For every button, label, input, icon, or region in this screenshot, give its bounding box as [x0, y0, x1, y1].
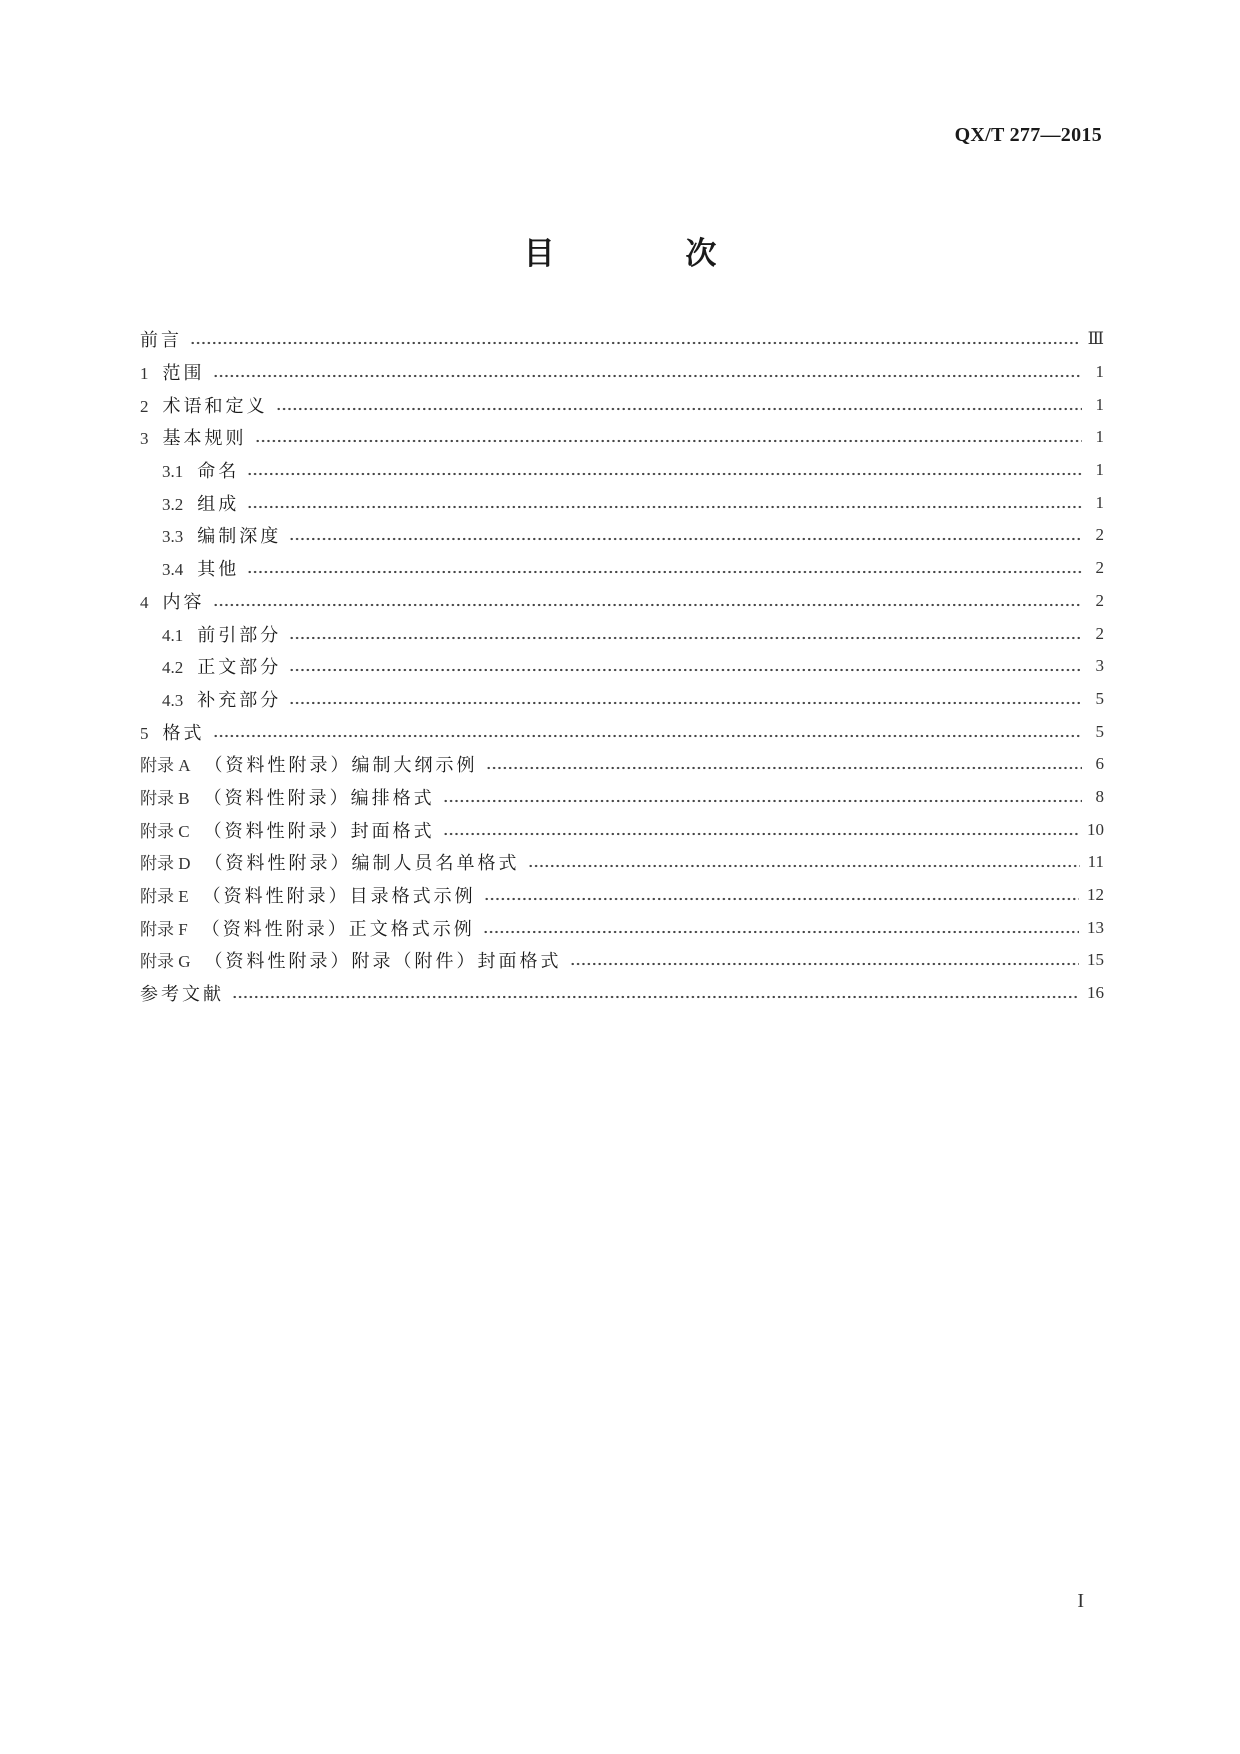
toc-entry-page: 1	[1095, 427, 1104, 447]
dot-leader	[486, 766, 1082, 770]
toc-entry-page: 15	[1087, 950, 1104, 970]
toc-entry-number: 附录 F	[140, 919, 188, 939]
dot-leader	[443, 832, 1079, 836]
toc-entry-number: 附录 A	[140, 756, 191, 776]
toc-entry-4[interactable]	[140, 585, 1104, 618]
dot-leader	[213, 603, 1083, 607]
toc-entry-page: 1	[1095, 394, 1104, 414]
toc-entry-number: 3.1	[162, 462, 184, 482]
toc-entry-3-4[interactable]	[140, 552, 1104, 585]
page-number: I	[1077, 1590, 1084, 1612]
toc-entry-3-2[interactable]	[140, 486, 1104, 519]
toc-entry-page: 8	[1095, 786, 1104, 806]
toc-entry-page: 13	[1087, 917, 1104, 937]
dot-leader	[443, 799, 1082, 803]
toc-entry-4-2[interactable]	[140, 650, 1104, 683]
dot-leader	[276, 407, 1083, 411]
toc-entry-text: （资料性附录）封面格式	[203, 820, 435, 842]
toc-entry-page: 11	[1087, 852, 1104, 872]
toc-entry-number: 附录 B	[140, 788, 190, 808]
dot-leader	[483, 930, 1079, 934]
toc-entry-text: 参考文献	[140, 984, 224, 1006]
toc-entry-text: 其他	[197, 559, 240, 581]
dot-leader	[289, 668, 1082, 672]
toc-entry-1[interactable]	[140, 356, 1104, 389]
toc-entry-5[interactable]	[140, 715, 1104, 748]
dot-leader	[528, 864, 1080, 868]
toc-entry-4-1[interactable]	[140, 617, 1104, 650]
toc-entry-page: 1	[1095, 362, 1104, 382]
toc-entry-page: 2	[1095, 623, 1104, 643]
toc-entry-text: 组成	[197, 493, 240, 515]
toc-entry-text: 内容	[162, 591, 205, 613]
toc-entry-text: 基本规则	[162, 428, 247, 450]
toc-entry-3-1[interactable]	[140, 454, 1104, 487]
toc-entry-number: 1	[140, 364, 149, 384]
toc-entry-page: 6	[1095, 754, 1104, 774]
toc-entry-2[interactable]	[140, 388, 1104, 421]
toc-entry-number: 4.1	[162, 625, 184, 645]
toc-entry-text: （资料性附录）附录（附件）封面格式	[204, 951, 562, 973]
dot-leader	[213, 374, 1083, 378]
toc-entry-page: 5	[1095, 721, 1104, 741]
toc-entry-text: 命名	[197, 461, 240, 483]
toc-entry-page: 2	[1095, 590, 1104, 610]
toc-entry-page: 10	[1087, 819, 1104, 839]
toc-entry-number: 附录 E	[140, 887, 189, 907]
toc-entry-references[interactable]	[140, 977, 1104, 1010]
dot-leader	[190, 341, 1080, 345]
toc-entry-page: 1	[1095, 492, 1104, 512]
dot-leader	[484, 897, 1079, 901]
toc-entry-number: 2	[140, 396, 149, 416]
toc-entry-page: 1	[1095, 460, 1104, 480]
toc-entry-number: 附录 D	[140, 854, 191, 874]
toc-entry-appendix-b[interactable]	[140, 781, 1104, 814]
toc-entry-text: （资料性附录）编制人员名单格式	[204, 853, 520, 875]
toc-entry-page: Ⅲ	[1087, 329, 1104, 349]
toc-entry-number: 4.3	[162, 690, 184, 710]
toc-entry-text: 前引部分	[197, 624, 282, 646]
toc-entry-number: 3.4	[162, 560, 184, 580]
toc-entry-number: 4	[140, 592, 149, 612]
toc-entry-text: 补充部分	[197, 689, 282, 711]
toc-entry-appendix-d[interactable]	[140, 846, 1104, 879]
toc-entry-text: 范围	[162, 363, 205, 385]
toc-entry-number: 3	[140, 429, 149, 449]
toc-entry-number: 3.3	[162, 527, 184, 547]
toc-entry-number: 附录 C	[140, 821, 190, 841]
toc-entry-number: 5	[140, 723, 149, 743]
toc-entry-text: 格式	[162, 722, 205, 744]
toc-list	[140, 323, 1104, 1009]
toc-entry-number: 3.2	[162, 494, 184, 514]
toc-entry-page: 2	[1095, 525, 1104, 545]
dot-leader	[289, 537, 1082, 541]
toc-entry-text: （资料性附录）正文格式示例	[201, 918, 475, 940]
document-code: QX/T 277—2015	[954, 124, 1102, 146]
toc-entry-3[interactable]	[140, 421, 1104, 454]
toc-entry-text: 术语和定义	[162, 395, 268, 417]
toc-entry-appendix-a[interactable]	[140, 748, 1104, 781]
dot-leader	[255, 439, 1083, 443]
toc-entry-3-3[interactable]	[140, 519, 1104, 552]
dot-leader	[289, 701, 1082, 705]
dot-leader	[289, 636, 1082, 640]
dot-leader	[213, 734, 1083, 738]
toc-entry-appendix-g[interactable]	[140, 944, 1104, 977]
toc-entry-appendix-c[interactable]	[140, 813, 1104, 846]
toc-entry-number: 附录 G	[140, 952, 191, 972]
toc-entry-text: （资料性附录）目录格式示例	[202, 886, 476, 908]
toc-entry-text: 编制深度	[197, 526, 282, 548]
toc-entry-appendix-f[interactable]	[140, 911, 1104, 944]
toc-entry-appendix-e[interactable]	[140, 879, 1104, 912]
dot-leader	[232, 995, 1079, 999]
toc-entry-page: 12	[1087, 885, 1104, 905]
toc-entry-text: （资料性附录）编制大纲示例	[204, 755, 478, 777]
toc-entry-number: 4.2	[162, 658, 184, 678]
toc-entry-page: 2	[1095, 558, 1104, 578]
toc-entry-text: （资料性附录）编排格式	[203, 787, 435, 809]
dot-leader	[247, 570, 1082, 574]
dot-leader	[247, 505, 1082, 509]
toc-entry-page: 5	[1095, 688, 1104, 708]
toc-entry-4-3[interactable]	[140, 683, 1104, 716]
toc-entry-text: 正文部分	[197, 657, 282, 679]
dot-leader	[570, 962, 1079, 966]
toc-entry-page: 3	[1095, 656, 1104, 676]
dot-leader	[247, 472, 1082, 476]
toc-entry-preface[interactable]	[140, 323, 1104, 356]
toc-title: 目 次	[523, 236, 777, 272]
toc-entry-text: 前言	[140, 330, 182, 352]
toc-entry-page: 16	[1087, 983, 1104, 1003]
